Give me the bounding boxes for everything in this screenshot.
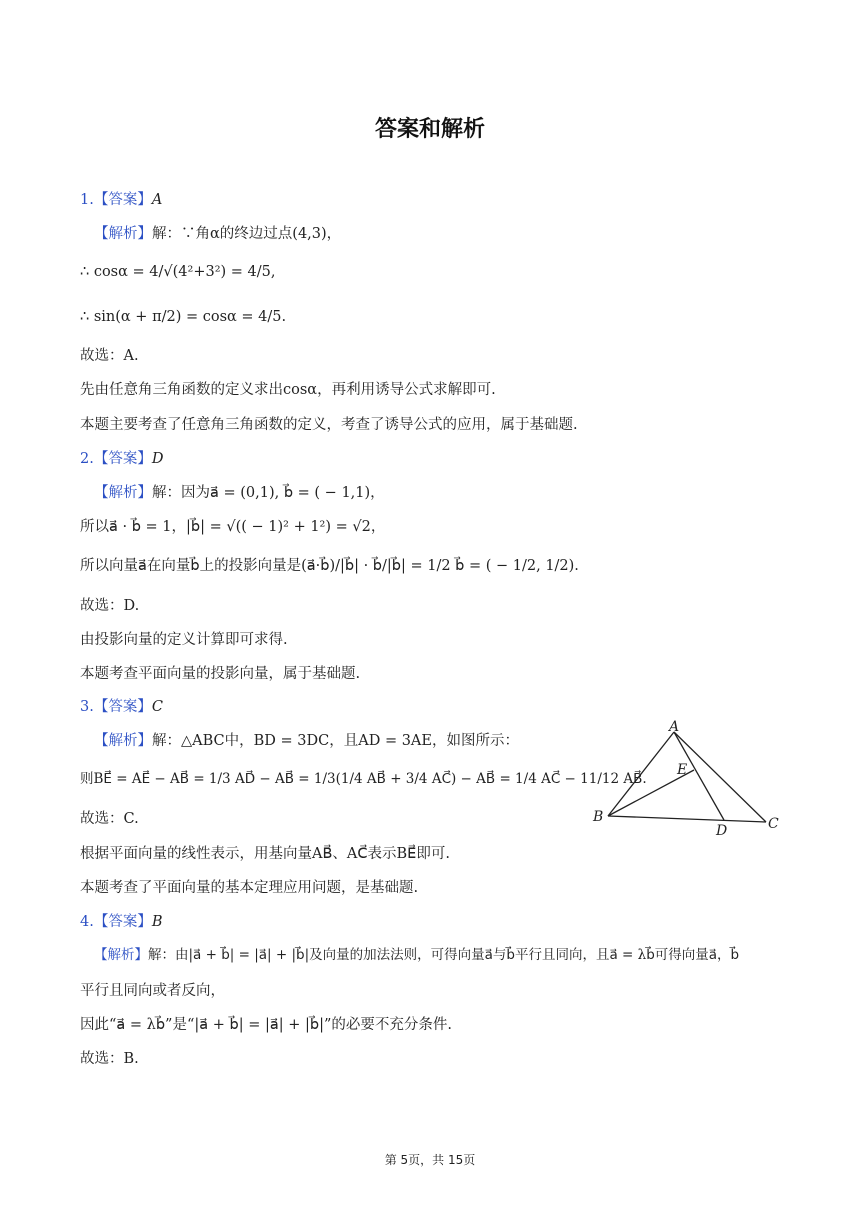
q3-answer-line bbox=[80, 697, 163, 717]
q4-answer-line bbox=[80, 912, 163, 932]
side-ab bbox=[608, 732, 674, 816]
q4-number: 4. bbox=[80, 914, 94, 930]
q2-answer-line bbox=[80, 449, 163, 469]
q4-text1: 解：由|a⃗ + b⃗| = |a⃗| + |b⃗|及向量的加法法则，可得向量a⃗与b⃗平行且同向，且a⃗ = λb⃗可得向量a⃗，b⃗ bbox=[148, 947, 740, 963]
q4-jiexi-tag: 【解析】 bbox=[94, 947, 148, 963]
q1-text1: 解：∵角α的终边过点(4,3)， bbox=[152, 226, 342, 242]
q1-line5: 先由任意角三角函数的定义求出cosα，再利用诱导公式求解即可. bbox=[80, 382, 496, 398]
q4-line2: 平行且同向或者反向， bbox=[80, 983, 225, 999]
q3-number: 3. bbox=[80, 699, 94, 715]
q3-line5: 根据平面向量的线性表示，用基向量AB⃗、AC⃗表示BE⃗即可. bbox=[80, 846, 450, 862]
q4-line3: 因此“a⃗ = λb⃗”是“|a⃗ + b⃗| = |a⃗| + |b⃗|”的必要不充分条件. bbox=[80, 1017, 453, 1033]
q2-line3: 所以向量a⃗在向量b⃗上的投影向量是(a⃗·b⃗)/|b⃗| · b⃗/|b⃗| = 1/2 b⃗ = ( − 1/2, 1/2). bbox=[80, 558, 579, 574]
q2-number: 2. bbox=[80, 451, 94, 467]
q2-line4: 故选：D. bbox=[80, 598, 140, 614]
q1-line6: 本题主要考查了任意角三角函数的定义，考查了诱导公式的应用，属于基础题. bbox=[80, 417, 578, 433]
q2-line2: 所以a⃗ · b⃗ = 1，|b⃗| = √(( − 1)² + 1²) = √2， bbox=[80, 519, 386, 535]
q2-line5: 由投影向量的定义计算即可求得. bbox=[80, 632, 288, 648]
q3-line4: 故选：C. bbox=[80, 811, 139, 827]
q2-line6: 本题考查平面向量的投影向量，属于基础题. bbox=[80, 666, 361, 682]
side-bc bbox=[608, 816, 766, 822]
q4-line4: 故选：B. bbox=[80, 1051, 139, 1067]
q2-line1 bbox=[94, 483, 385, 503]
label-a: A bbox=[669, 719, 680, 735]
q2-text1: 解：因为a⃗ = (0,1), b⃗ = ( − 1,1)， bbox=[152, 485, 385, 501]
side-ac bbox=[674, 732, 766, 822]
page-footer: 第 5页，共 15页 bbox=[384, 1153, 476, 1167]
q2-jiexi-tag: 【解析】 bbox=[94, 485, 152, 501]
q3-answer: C bbox=[151, 699, 163, 715]
q2-answer: D bbox=[151, 451, 164, 467]
q3-answer-tag: 【答案】 bbox=[93, 699, 152, 715]
q1-answer-line bbox=[80, 190, 162, 210]
q3-jiexi-tag: 【解析】 bbox=[94, 733, 152, 749]
label-c: C bbox=[768, 816, 779, 832]
label-d: D bbox=[716, 823, 728, 839]
q3-line6: 本题考查了平面向量的基本定理应用问题，是基础题. bbox=[80, 880, 419, 896]
q1-line4: 故选：A. bbox=[80, 348, 139, 364]
q1-line3: ∴ sin(α + π/2) = cosα = 4/5. bbox=[80, 309, 287, 325]
label-b: B bbox=[593, 809, 604, 825]
label-e: E bbox=[677, 762, 688, 778]
q1-number: 1. bbox=[80, 192, 94, 208]
q1-jiexi-tag: 【解析】 bbox=[94, 226, 152, 242]
q4-line1 bbox=[94, 945, 739, 965]
page-title: 答案和解析 bbox=[374, 117, 485, 142]
q3-line1 bbox=[94, 731, 519, 751]
q1-answer: A bbox=[151, 192, 163, 208]
q3-text1: 解：△ABC中，BD = 3DC，且AD = 3AE，如图所示： bbox=[152, 733, 519, 749]
triangle-figure bbox=[588, 718, 788, 840]
q4-answer: B bbox=[151, 914, 163, 930]
q1-answer-tag: 【答案】 bbox=[93, 192, 152, 208]
q2-answer-tag: 【答案】 bbox=[93, 451, 152, 467]
q4-answer-tag: 【答案】 bbox=[93, 914, 152, 930]
q1-line1 bbox=[94, 224, 341, 244]
q3-line2: 则BE⃗ = AE⃗ − AB⃗ = 1/3 AD⃗ − AB⃗ = 1/3(1/4 AB⃗ + 3/4 AC⃗) − AB⃗ = 1/4 AC⃗ − 11/12 AB⃗. bbox=[80, 771, 647, 787]
q1-line2: ∴ cosα = 4/√(4²+3²) = 4/5, bbox=[80, 264, 276, 280]
